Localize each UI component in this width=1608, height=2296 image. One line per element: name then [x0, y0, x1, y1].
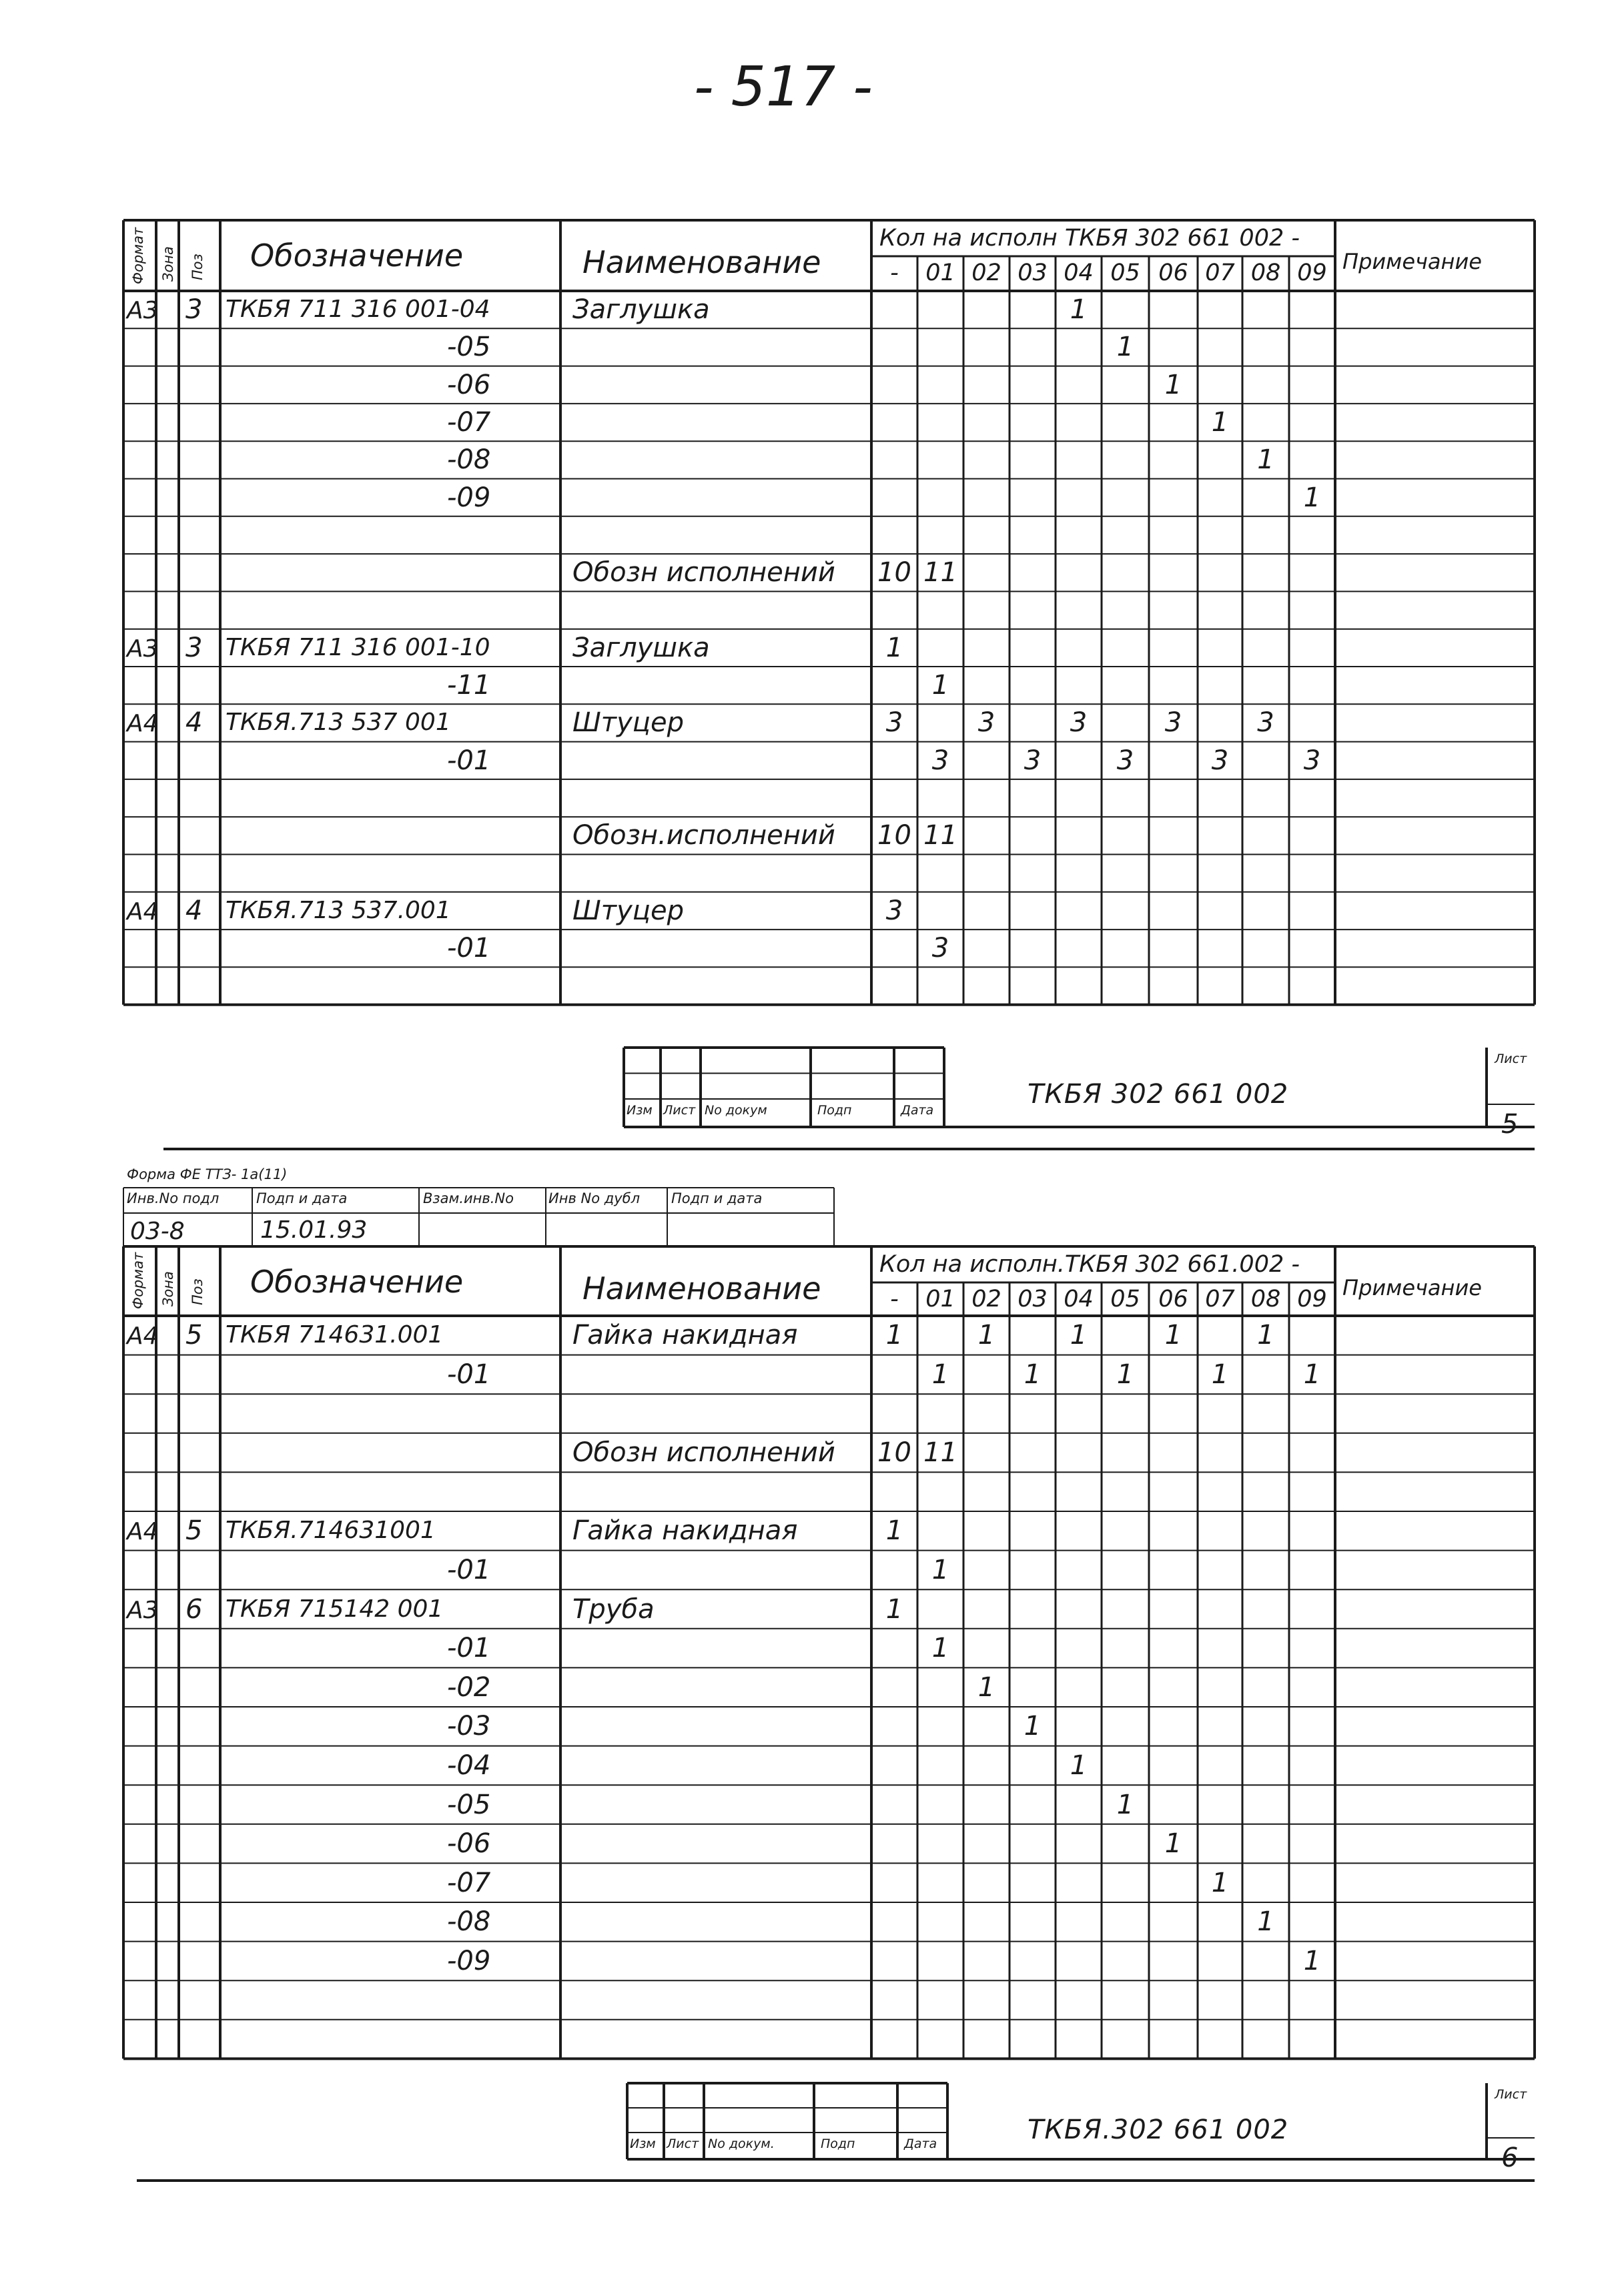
stamp-inv-no: Инв.No подл: [127, 1190, 220, 1206]
designation-cell: ТКБЯ 715142 001: [226, 1595, 444, 1623]
designation-cell: ТКБЯ.713 537 001: [226, 709, 451, 737]
signature-label: Подп: [817, 1103, 852, 1118]
format-cell: А3: [127, 1596, 159, 1624]
qty-cell: 1: [977, 1671, 995, 1703]
qty-cell: 10: [877, 557, 911, 589]
name-header: Наименование: [582, 244, 821, 280]
designation-cell: -07: [447, 407, 491, 438]
designation-cell: ТКБЯ 714631.001: [226, 1321, 444, 1349]
qty-cell: 3: [1211, 745, 1229, 776]
designation-cell: -05: [447, 1789, 491, 1820]
zone-header: Зона: [160, 246, 176, 282]
qty-cell: 3: [931, 933, 949, 964]
variant-header-5: 05: [1110, 1286, 1140, 1312]
pos-cell: 4: [185, 895, 203, 926]
qty-cell: 1: [1070, 1750, 1088, 1781]
format-cell: А4: [127, 1322, 159, 1351]
variant-header-7: 07: [1205, 260, 1235, 286]
format-cell: А3: [127, 297, 159, 325]
qty-cell: 10: [877, 820, 911, 851]
qty-cell: 1: [1116, 1359, 1134, 1390]
designation-cell: ТКБЯ 711 316 001-10: [226, 633, 490, 661]
variant-header-5: 05: [1110, 260, 1140, 286]
variant-header-3: 03: [1018, 1286, 1048, 1312]
pos-header: Поз: [189, 254, 206, 280]
qty-cell: 1: [1257, 1906, 1274, 1938]
qty-cell: 3: [1116, 745, 1134, 776]
list-label: Лист: [663, 1103, 696, 1118]
format-cell: А4: [127, 897, 159, 925]
form-label: Форма ФЕ ТТЗ- 1а(11): [127, 1166, 288, 1182]
document-code: ТКБЯ.302 661 002: [1028, 2115, 1289, 2145]
stamp-replaced-inv: Взам.инв.No: [423, 1190, 514, 1206]
qty-cell: 11: [923, 1437, 957, 1469]
stamp-date-value: 15.01.93: [260, 1216, 368, 1244]
pos-cell: 3: [185, 294, 203, 326]
note-header: Примечание: [1342, 249, 1482, 274]
date-label: Дата: [901, 1103, 934, 1118]
designation-cell: -01: [447, 1554, 491, 1585]
qty-cell: 1: [1116, 1789, 1134, 1820]
name-cell: Гайка накидная: [572, 1320, 798, 1351]
variant-header-2: 02: [971, 1286, 1001, 1312]
qty-cell: 1: [885, 1320, 903, 1351]
variant-header-9: 09: [1297, 1286, 1327, 1312]
qty-cell: 1: [1303, 1945, 1321, 1976]
qty-cell: 1: [1303, 482, 1321, 513]
qty-cell: 1: [931, 1359, 949, 1390]
variant-header-0: -: [890, 260, 899, 286]
qty-cell: 1: [1211, 1867, 1229, 1898]
qty-cell: 3: [1303, 745, 1321, 776]
doc-number-label: No докум: [705, 1103, 767, 1118]
format-header: Формат: [130, 1252, 146, 1309]
qty-cell: 3: [931, 745, 949, 776]
variant-header-9: 09: [1297, 260, 1327, 286]
qty-cell: 3: [885, 895, 903, 926]
qty-cell: 1: [1024, 1711, 1042, 1742]
qty-cell: 1: [1164, 1828, 1182, 1860]
format-cell: А3: [127, 635, 159, 663]
qty-cell: 1: [1211, 407, 1229, 438]
format-header: Формат: [130, 227, 146, 284]
name-cell: Заглушка: [572, 294, 710, 326]
name-cell: Обозн исполнений: [572, 1437, 835, 1469]
designation-cell: -06: [447, 369, 491, 400]
qty-cell: 3: [1024, 745, 1042, 776]
designation-cell: -09: [447, 482, 491, 513]
qty-cell: 3: [1164, 707, 1182, 739]
qty-cell: 1: [885, 632, 903, 663]
variant-header-1: 01: [925, 260, 955, 286]
sheet-label: Лист: [1495, 1052, 1527, 1066]
designation-cell: -08: [447, 1906, 491, 1938]
designation-header: Обозначение: [250, 1264, 464, 1300]
qty-cell: 11: [923, 557, 957, 589]
designation-cell: ТКБЯ.713 537.001: [226, 896, 451, 924]
note-header: Примечание: [1342, 1275, 1482, 1300]
name-cell: Штуцер: [572, 895, 684, 926]
name-cell: Заглушка: [572, 632, 710, 663]
page-number: - 517 -: [694, 55, 873, 119]
designation-cell: -04: [447, 1750, 491, 1781]
variant-header-6: 06: [1158, 1286, 1188, 1312]
variant-header-8: 08: [1250, 260, 1281, 286]
designation-cell: -01: [447, 933, 491, 964]
name-cell: Гайка накидная: [572, 1515, 798, 1547]
date-label: Дата: [904, 2137, 937, 2151]
pos-header: Поз: [189, 1278, 206, 1305]
pos-cell: 5: [185, 1320, 203, 1351]
qty-header: Кол на исполн ТКБЯ 302 661 002 -: [879, 225, 1300, 252]
format-cell: А4: [127, 1518, 159, 1546]
qty-cell: 1: [885, 1593, 903, 1625]
designation-cell: -01: [447, 745, 491, 776]
variant-header-2: 02: [971, 260, 1001, 286]
qty-cell: 1: [1070, 1320, 1088, 1351]
qty-cell: 1: [931, 1554, 949, 1585]
variant-header-6: 06: [1158, 260, 1188, 286]
stamp-sign-date-2: Подп и дата: [671, 1190, 763, 1206]
name-cell: Обозн исполнений: [572, 557, 835, 589]
pos-cell: 6: [185, 1593, 203, 1625]
list-label: Лист: [667, 2137, 699, 2151]
variant-header-8: 08: [1250, 1286, 1281, 1312]
stamp-sign-date-1: Подп и дата: [256, 1190, 348, 1206]
stamp-inv-value: 03-8: [130, 1218, 185, 1245]
designation-cell: ТКБЯ 711 316 001-04: [226, 296, 490, 324]
qty-cell: 3: [885, 707, 903, 739]
qty-cell: 1: [1257, 444, 1274, 476]
name-cell: Труба: [572, 1593, 655, 1625]
variant-header-3: 03: [1018, 260, 1048, 286]
designation-cell: -07: [447, 1867, 491, 1898]
qty-cell: 1: [1164, 369, 1182, 400]
pos-cell: 5: [185, 1515, 203, 1547]
variant-header-4: 04: [1064, 1286, 1094, 1312]
qty-header: Кол на исполн.ТКБЯ 302 661.002 -: [879, 1251, 1300, 1278]
qty-cell: 1: [1257, 1320, 1274, 1351]
variant-header-1: 01: [925, 1286, 955, 1312]
designation-cell: -01: [447, 1633, 491, 1664]
qty-cell: 1: [931, 670, 949, 701]
format-cell: А4: [127, 710, 159, 738]
qty-cell: 11: [923, 820, 957, 851]
designation-header: Обозначение: [250, 238, 464, 274]
signature-label: Подп: [821, 2137, 855, 2151]
name-cell: Обозн.исполнений: [572, 820, 835, 851]
designation-cell: ТКБЯ.714631001: [226, 1517, 436, 1545]
designation-cell: -05: [447, 332, 491, 363]
designation-cell: -03: [447, 1711, 491, 1742]
designation-cell: -09: [447, 1945, 491, 1976]
name-cell: Штуцер: [572, 707, 684, 739]
qty-cell: 1: [977, 1320, 995, 1351]
designation-cell: -06: [447, 1828, 491, 1860]
pos-cell: 3: [185, 632, 203, 663]
qty-cell: 1: [1164, 1320, 1182, 1351]
designation-cell: -02: [447, 1671, 491, 1703]
sheet-number: 5: [1501, 1109, 1519, 1140]
sheet-label: Лист: [1495, 2087, 1527, 2102]
variant-header-7: 07: [1205, 1286, 1235, 1312]
designation-cell: -01: [447, 1359, 491, 1390]
pos-cell: 4: [185, 707, 203, 739]
qty-cell: 3: [1070, 707, 1088, 739]
qty-cell: 1: [885, 1515, 903, 1547]
document-code: ТКБЯ 302 661 002: [1028, 1079, 1289, 1110]
designation-cell: -08: [447, 444, 491, 476]
doc-number-label: No докум.: [708, 2137, 775, 2151]
qty-cell: 1: [1211, 1359, 1229, 1390]
variant-header-4: 04: [1064, 260, 1094, 286]
qty-cell: 10: [877, 1437, 911, 1469]
zone-header: Зона: [160, 1271, 176, 1306]
izm-label: Изм: [627, 1103, 653, 1118]
sheet-number: 6: [1501, 2143, 1519, 2173]
qty-cell: 1: [1303, 1359, 1321, 1390]
qty-cell: 1: [931, 1633, 949, 1664]
name-header: Наименование: [582, 1270, 821, 1306]
qty-cell: 1: [1070, 294, 1088, 326]
izm-label: Изм: [630, 2137, 656, 2151]
qty-cell: 3: [1257, 707, 1274, 739]
qty-cell: 1: [1024, 1359, 1042, 1390]
qty-cell: 3: [977, 707, 995, 739]
qty-cell: 1: [1116, 332, 1134, 363]
designation-cell: -11: [447, 670, 491, 701]
variant-header-0: -: [890, 1286, 899, 1312]
stamp-dup-inv: Инв No дубл: [548, 1190, 641, 1206]
